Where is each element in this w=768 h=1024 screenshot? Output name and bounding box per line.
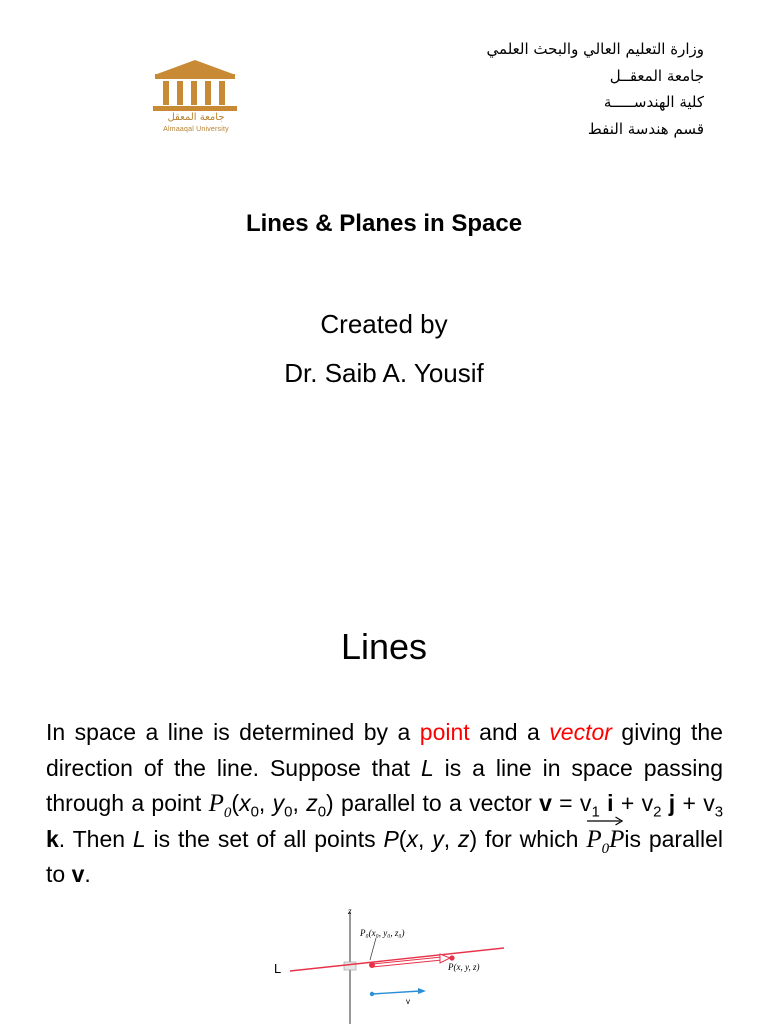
point-P-label: P(x, y, z) (448, 962, 480, 972)
author-name: Dr. Saib A. Yousif (284, 358, 484, 388)
vector-P0P: $P_0P$ (586, 822, 624, 858)
vector-v (372, 991, 420, 994)
ministry-line: وزارة التعليم العالي والبحث العلمي (486, 40, 704, 58)
document-title: Lines & Planes in Space (245, 210, 523, 237)
point-P0-dot (369, 962, 375, 968)
logo-arabic-text: جامعة المعقل (167, 112, 225, 123)
line-in-space-figure (262, 900, 512, 1024)
arabic-header (364, 36, 704, 142)
lines-definition-paragraph: In space a line is determined by a point and a vector giving the direction of the line. Suppose that L is a line in space passing through a point $P_0(x_0$, $y_0$, $z_0$) parallel to a vector $v = v_1$ $i + v_2$ $j + v_3$ k. Then L is the set of all points P(x, y, z) for which $P_0Pis$ parallel to v. (46, 719, 724, 887)
section-title: Lines (340, 626, 428, 667)
vector-highlight: vector (549, 719, 612, 745)
vector-v-label: v (406, 997, 410, 1006)
department-line: قسم هندسة النفط (587, 119, 704, 138)
point-P0-label: P₀(x₀, y₀, z₀) (360, 928, 405, 938)
vector-arrow-icon (586, 816, 624, 826)
logo-english-text: Almaaqal University (163, 126, 229, 133)
line-L-label: L (274, 961, 282, 976)
point-P-dot (449, 955, 454, 960)
z-axis-label: z (348, 906, 352, 916)
college-line: كلية الهندســـــة (603, 93, 704, 111)
point-highlight: point (419, 719, 470, 745)
point-P0: $P_0$ (208, 790, 232, 821)
university-line: جامعة المعقــل (609, 66, 704, 85)
created-by-label: Created by (320, 309, 448, 339)
